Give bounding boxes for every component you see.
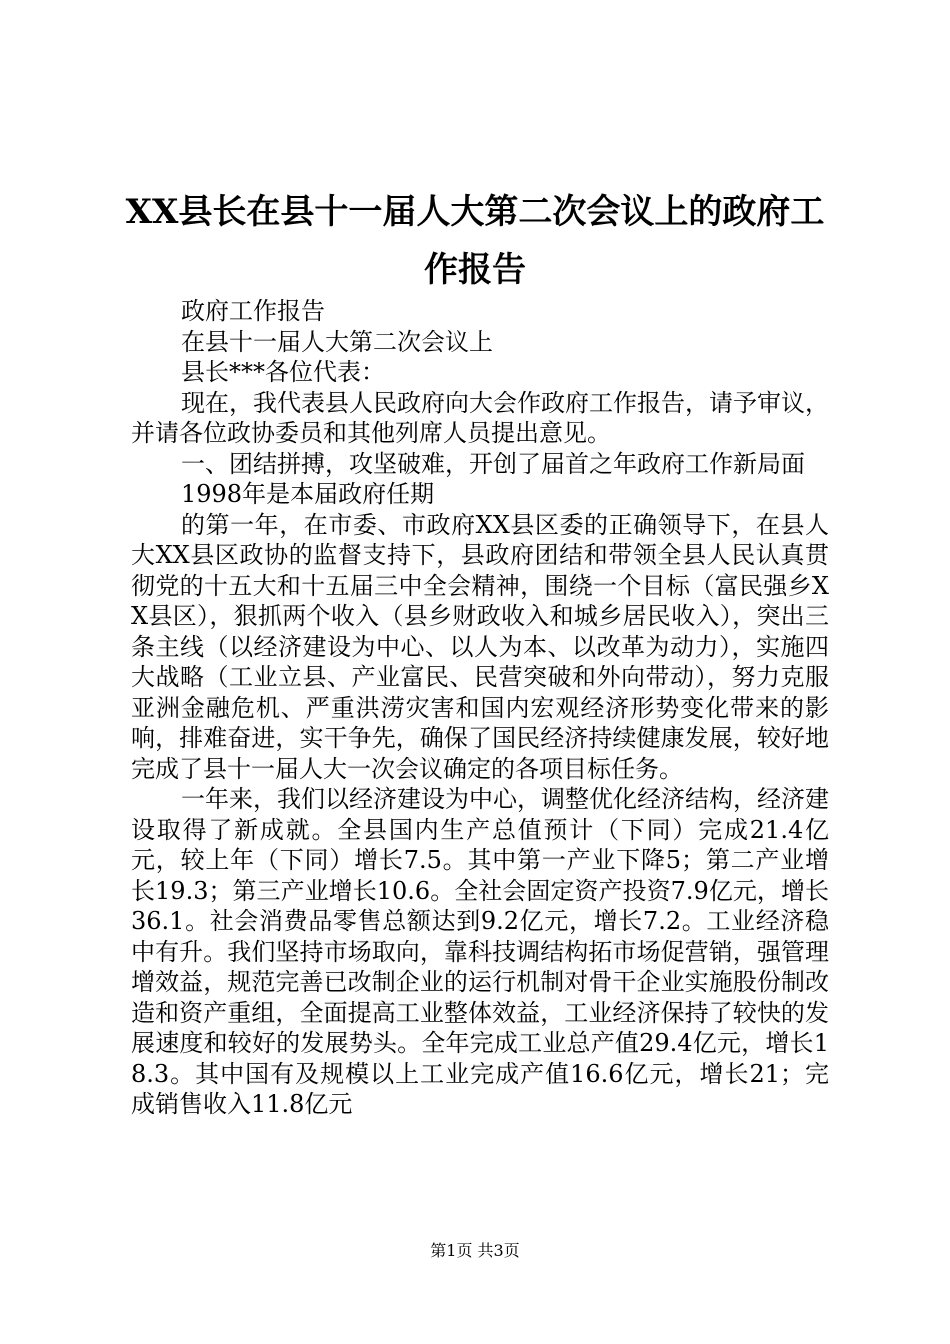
paragraph: 一年来，我们以经济建设为中心，调整优化经济结构，经济建设取得了新成就。全县国内生产总值预计（下同）完成21.4亿元，较上年（下同）增长7.5。其中第一产业下降5；第二产业增长19.3；第三产业增长10.6。全社会固定资产投资7.9亿元，增长36.1。社会消费品零售总额达到9.2亿元，增长7.2。工业经济稳中有升。我们坚持市场取向，靠科技调结构拓市场促营销，强管理增效益，规范完善已改制企业的运行机制对骨干企业实施股份制改造和资产重组，全面提高工业整体效益，工业经济保持了较快的发展速度和较好的发展势头。全年完成工业总产值29.4亿元，增长18.3。其中国有及规模以上工业完成产值16.6亿元，增长21；完成销售收入11.8亿元 (131, 785, 829, 1118)
page-footer: 第1页 共3页 (430, 1241, 520, 1260)
document-body (131, 296, 829, 1120)
document-title: XX县长在县十一届人大第二次会议上的政府工作报告 (125, 192, 825, 290)
paragraph: 现在，我代表县人民政府向大会作政府工作报告，请予审议，并请各位政协委员和其他列席人员提出意见。 (131, 388, 829, 447)
paragraph: 1998年是本届政府任期 (181, 480, 435, 508)
paragraph: 县长***各位代表： (181, 358, 385, 386)
paragraph: 的第一年，在市委、市政府XX县区委的正确领导下，在县人大XX县区政协的监督支持下，县政府团结和带领全县人民认真贯彻党的十五大和十五届三中全会精神，围绕一个目标（富民强乡XX县区），狠抓两个收入（县乡财政收入和城乡居民收入），突出三条主线（以经济建设为中心、以人为本、以改革为动力），实施四大战略（工业立县、产业富民、民营突破和外向带动），努力克服亚洲金融危机、严重洪涝灾害和国内宏观经济形势变化带来的影响，排难奋进，实干争先，确保了国民经济持续健康发展，较好地完成了县十一届人大一次会议确定的各项目标任务。 (131, 510, 829, 783)
section-heading: 一、团结拼搏，攻坚破难，开创了届首之年政府工作新局面 (181, 449, 805, 478)
paragraph: 在县十一届人大第二次会议上 (181, 327, 493, 356)
paragraph: 政府工作报告 (181, 297, 325, 325)
